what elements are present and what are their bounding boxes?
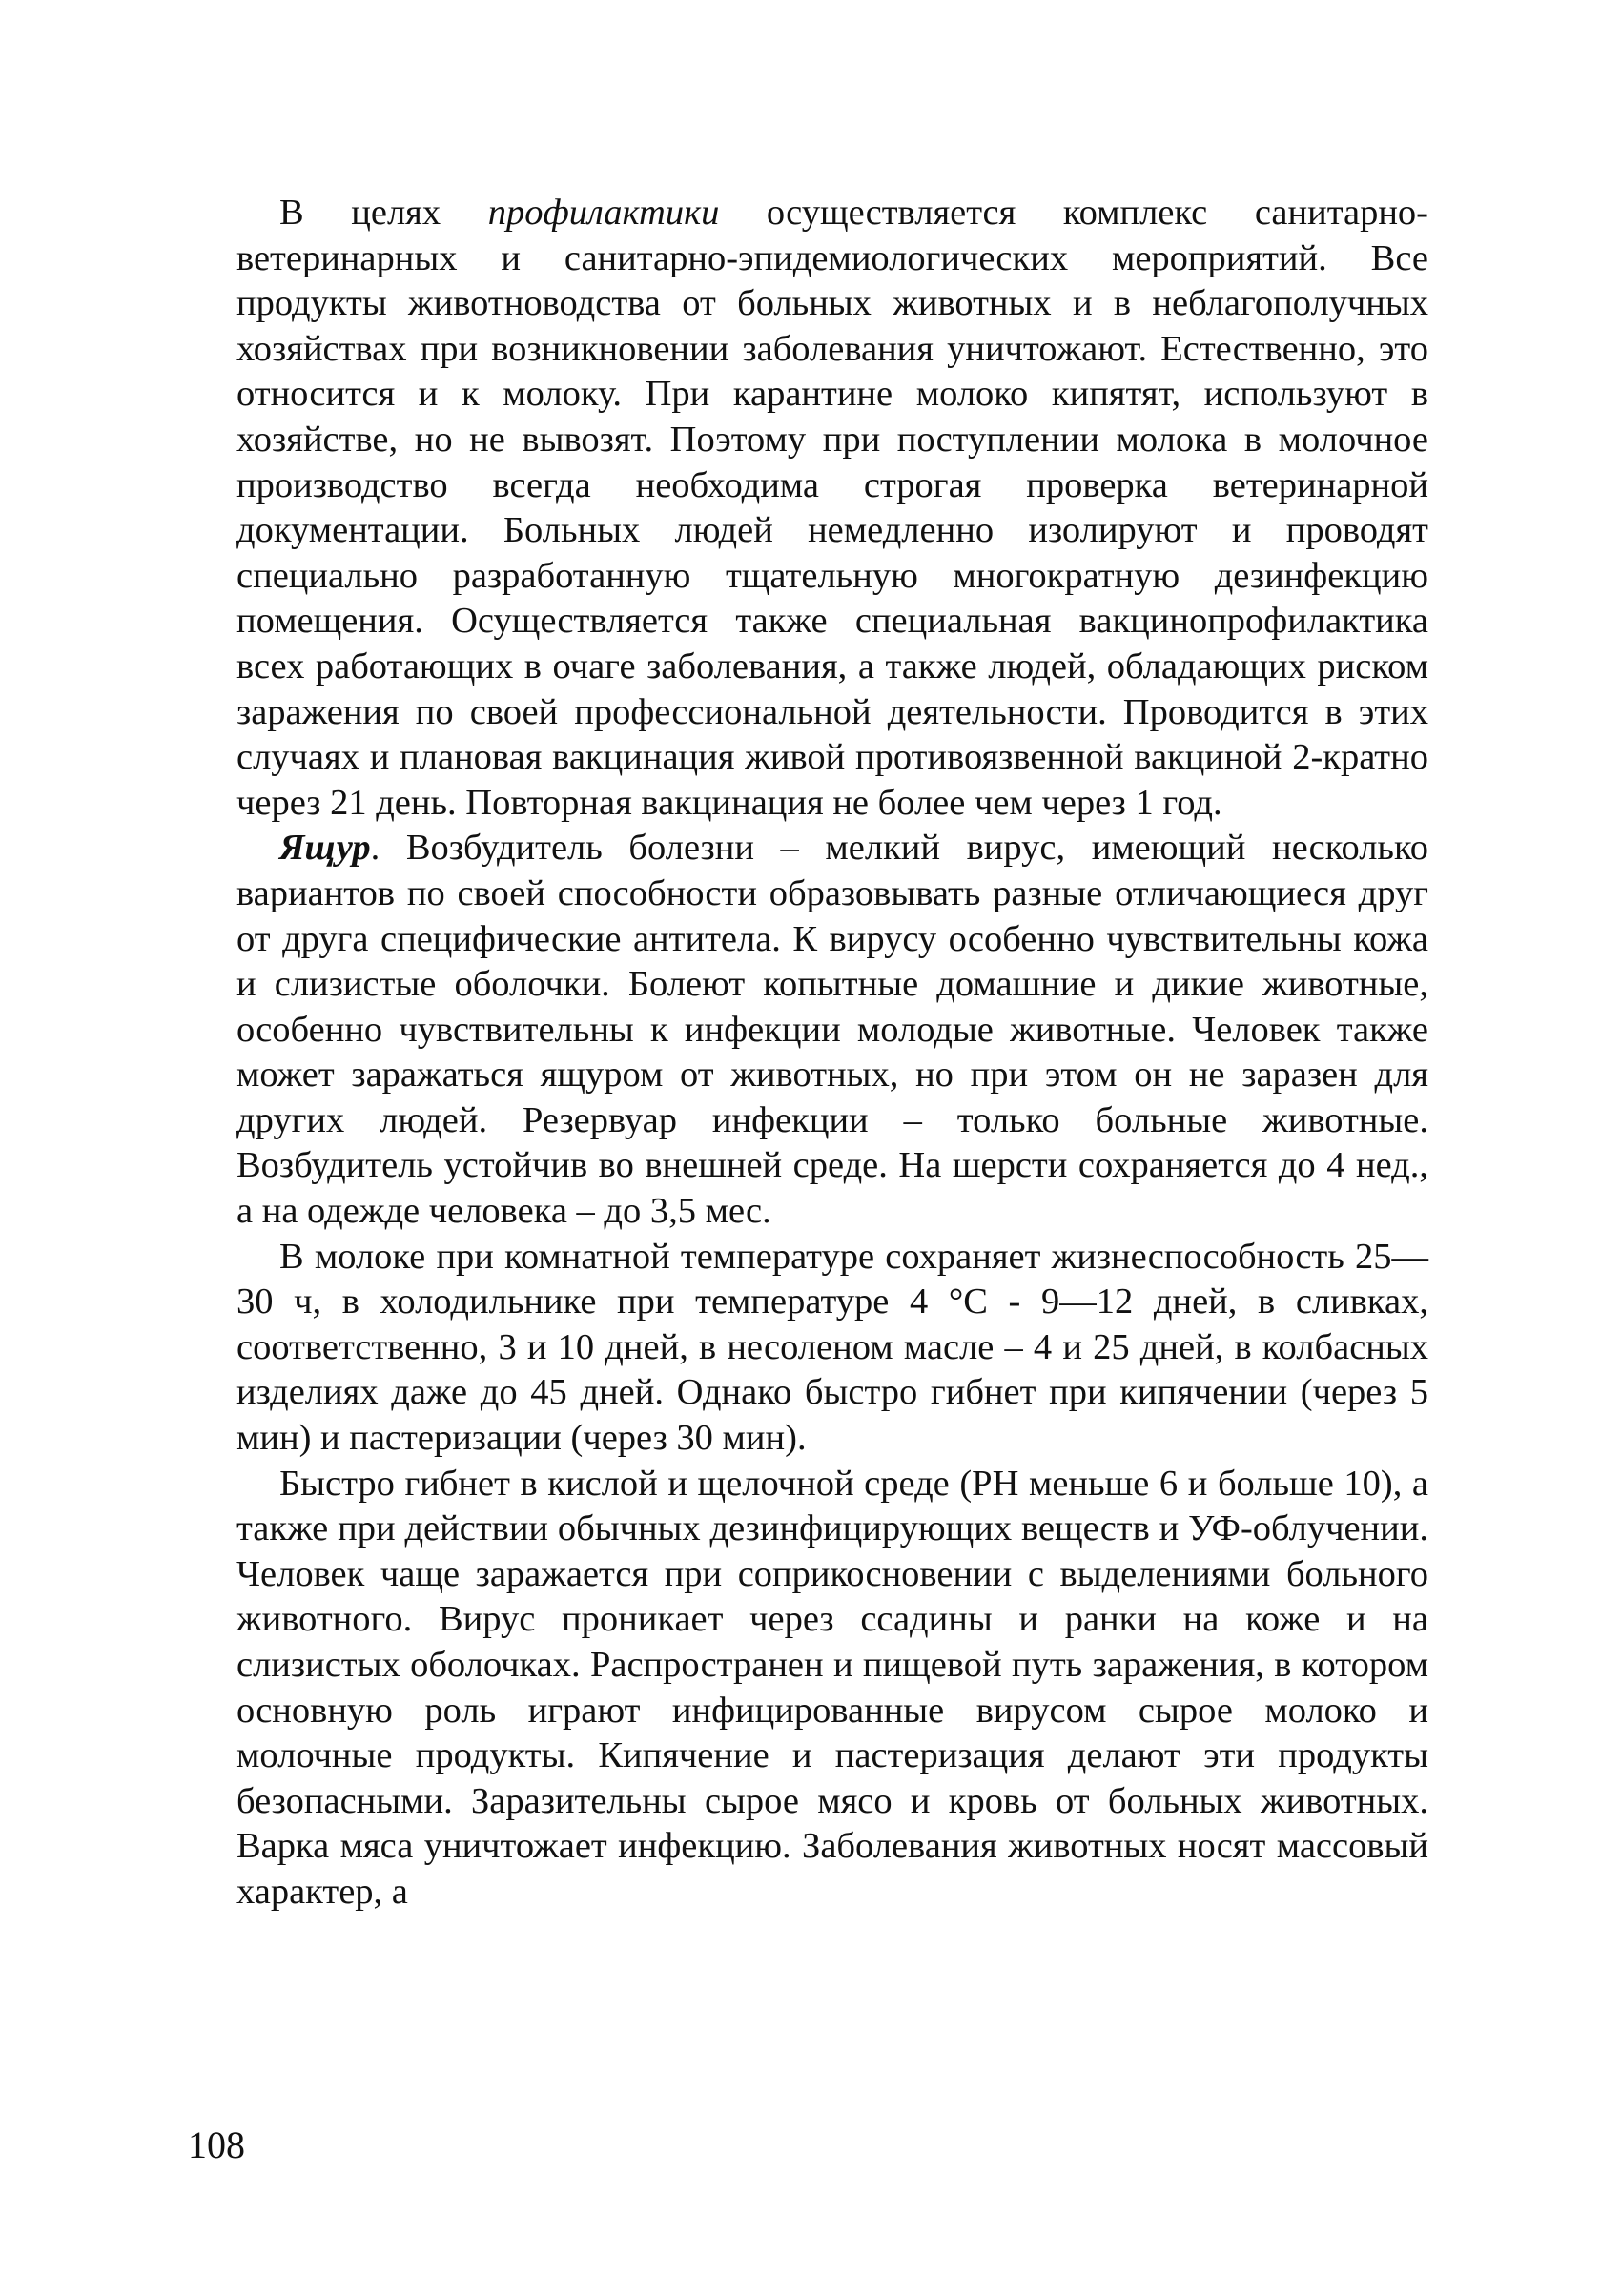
paragraph-lead: В целях — [279, 193, 488, 233]
paragraph-foot-and-mouth — [236, 826, 1428, 1234]
page-number: 108 — [188, 2123, 245, 2166]
paragraph-body: В молоке при комнатной температуре сохраняет жизнеспособность 25—30 ч, в холодильнике при температуре 4 °С - 9—12 дней, в сливках, соответственно, 3 и 10 дней, в несоленом масле – 4 и 25 дней, в колбасных изделиях даже до 45 дней. Однако быстро гибнет при кипячении (через 5 мин) и пастеризации (через 30 мин). — [236, 1236, 1428, 1459]
paragraph-milk-survival — [236, 1235, 1428, 1462]
body-text — [236, 191, 1428, 1916]
paragraph-body: . Возбудитель болезни – мелкий вирус, имеющий несколько вариантов по своей способности образовывать разные отличающиеся друг от друга специфические антитела. К вирусу особенно чувствительны кожа и слизистые оболочки. Болеют копытные домашние и дикие животные, особенно чувствительны к инфекции молодые животные. Человек также может заражаться ящуром от животных, но при этом он не заразен для других людей. Резервуар инфекции – только больные животные. Возбудитель устойчив во внешней среде. На шерсти сохраняется до 4 нед., а на одежде человека – до 3,5 мес. — [236, 828, 1428, 1232]
paragraph-body: осуществляется комплекс санитарно-ветеринарных и санитарно-эпидемиологических мероприятий. Все продукты животноводства от больных животных и в неблагополучных хозяйствах при возникновении заболевания уничтожают. Естественно, это относится и к молоку. При карантине молоко кипятят, используют в хозяйстве, но не вывозят. Поэтому при поступлении молока в молочное производство всегда необходима строгая проверка ветеринарной документации. Больных людей немедленно изолируют и проводят специально разработанную тщательную многократную дезинфекцию помещения. Осуществляется также специальная вакцинопрофилактика всех работающих в очаге заболевания, а также людей, обладающих риском заражения по своей профессиональной деятельности. Проводится в этих случаях и плановая вакцинация живой противоязвенной вакциной 2-кратно через 21 день. Повторная вакцинация не более чем через 1 год. — [236, 193, 1428, 823]
paragraph-prophylaxis — [236, 191, 1428, 826]
emphasis-prophylaxis: профилактики — [487, 193, 720, 233]
term-foot-and-mouth: Ящур — [279, 828, 371, 869]
paragraph-body: Быстро гибнет в кислой и щелочной среде (PH меньше 6 и больше 10), а также при действии обычных дезинфицирующих веществ и УФ-облучении. Человек чаще заражается при соприкосновении с выделениями больного животного. Вирус проникает через ссадины и ранки на коже и на слизистых оболочках. Распространен и пищевой путь заражения, в котором основную роль играют инфицированные вирусом сырое молоко и молочные продукты. Кипячение и пастеризация делают эти продукты безопасными. Заразительны сырое мясо и кровь от больных животных. Варка мяса уничтожает инфекцию. Заболевания животных носят массовый характер, а — [236, 1463, 1428, 1912]
paragraph-transmission — [236, 1462, 1428, 1916]
